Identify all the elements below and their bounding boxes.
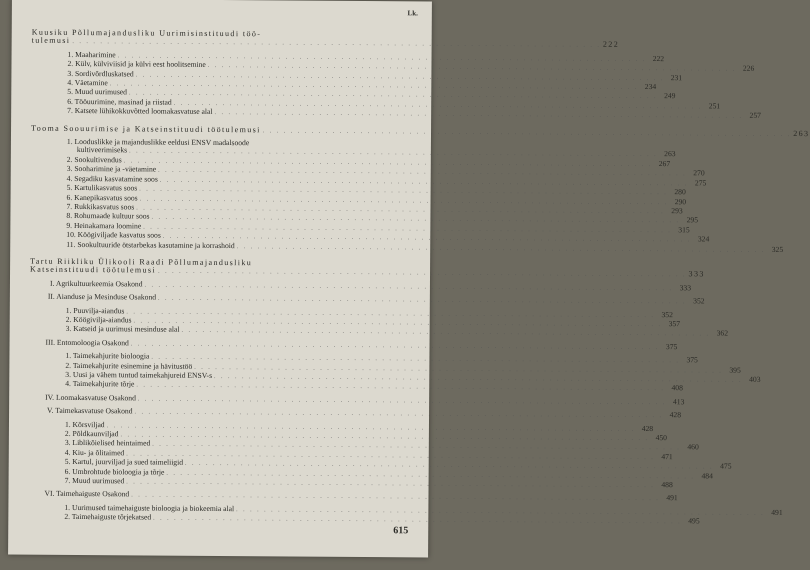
toc-department: III. Entomoloogia Osakond . . . 375	[30, 338, 410, 350]
toc-entry: 7. Rukkikasvatus soos . . . 293	[30, 203, 410, 215]
toc-entry: 5. Kartulikasvatus soos . . . 280	[31, 184, 411, 196]
toc-entry: 5. Kartul, juurviljad ja sued taimeliigid . . . 475	[29, 458, 409, 470]
toc-entry: 2. Köögivilja-aiandus . . . 357	[30, 316, 410, 328]
toc-section-tooma	[30, 123, 810, 254]
toc-entry: 1. Maaharimine . . . 222	[32, 50, 412, 62]
toc-entry: 3. Sooharimine ja -väetamine . . . 270	[31, 165, 411, 177]
toc-section-kuusiku	[31, 27, 761, 121]
toc-entry: 6. Umbrohtude bioloogia ja tõrje . . . 484	[29, 467, 409, 479]
toc-entry: 6. Tööuurimine, masinad ja riistad . . . 251	[31, 98, 411, 110]
toc-entry: 1. Puuvilja-aiandus . . . 352	[30, 306, 410, 318]
toc-entry: 1. Taimekahjurite bioloogia . . . 375	[29, 352, 409, 364]
toc-entry: 2. Põldkaunviljad . . . 450	[29, 430, 409, 442]
table-of-contents	[28, 27, 810, 526]
page-number: 615	[393, 525, 409, 537]
toc-heading-continued: tulemusi . . . 222	[32, 37, 412, 49]
toc-entry: 1. Kõrsviljad . . . 428	[29, 420, 409, 432]
toc-entry: 11. Sookultuuride ötstarbekas kasutamine ja korrashoid . . . 325	[30, 240, 410, 252]
toc-entry: 2. Sookultivendus . . . 267	[31, 156, 411, 168]
toc-department: I. Agrikultuurkeemia Osakond . . . 333	[30, 279, 410, 291]
toc-entry: 4. Taimekahjurite tõrje . . . 408	[29, 380, 409, 392]
toc-entry: 7. Muud uurimused . . . 488	[29, 477, 409, 489]
toc-department: V. Taimekasvatuse Osakond . . . 428	[29, 407, 409, 419]
toc-entry: 4. Väetamine . . . 234	[31, 79, 411, 91]
toc-entry: 3. Katseid ja uurimusi mesinduse alal . . . 362	[30, 325, 410, 337]
toc-department: II. Aianduse ja Mesinduse Osakond . . . 352	[30, 293, 410, 305]
toc-heading: Kuusiku Põllumajandusliku Uurimisinstituudi töö-	[31, 27, 262, 39]
toc-entry: 7. Katsete lühikokkuvõtted loomakasvatuse alal . . . 257	[31, 107, 411, 119]
toc-entry: 3. Liblikõielised heintaimed . . . 460	[29, 439, 409, 451]
toc-entry: 10. Köögiviljade kasvatus soos . . . 324	[30, 231, 410, 243]
toc-heading-continued: Katseinstituudi töötulemusi . . . 333	[30, 266, 410, 278]
toc-entry: 8. Rohumaade kultuur soos . . . 295	[30, 212, 410, 224]
toc-entry: 1. Uurimused taimehaiguste bioloogia ja biokeemia alal . . . 491	[28, 504, 408, 516]
toc-entry: 5. Muud uurimused . . . 249	[31, 88, 411, 100]
toc-entry: 2. Taimekahjurite esinemine ja hävitustöö . . . 395	[29, 361, 409, 373]
toc-entry: 4. Segadiku kasvatamine soos . . . 275	[31, 174, 411, 186]
toc-entry-continued: kultiveerimiseks . . . 263	[31, 146, 411, 158]
book-page	[8, 0, 810, 557]
toc-department: VI. Taimehaiguste Osakond . . . 491	[28, 490, 408, 502]
toc-entry: 2. Taimehaiguste tõrjekatsed . . . 495	[28, 513, 408, 525]
toc-entry: 1. Looduslikke ja majanduslikke eeldusi ENSV madalsoode	[66, 136, 250, 148]
toc-entry: 3. Sordivõrdluskatsed . . . 231	[31, 69, 411, 81]
toc-entry: 4. Kiu- ja õlitaimed . . . 471	[29, 449, 409, 461]
toc-entry: 6. Kanepikasvatus soos . . . 290	[31, 193, 411, 205]
toc-section-tartu	[30, 256, 705, 279]
page-column-label: Lk.	[407, 9, 418, 18]
toc-department: IV. Loomakasvatuse Osakond . . . 413	[29, 393, 409, 405]
toc-entry: 2. Külv, külviviisid ja külvi eest hoolitsemine . . . 226	[31, 60, 411, 72]
toc-heading: Tooma Soouurimise ja Katseinstituudi töötulemusi . . . 263	[31, 124, 411, 136]
toc-entry: 9. Heinakamara loomine . . . 315	[30, 221, 410, 233]
toc-entry: 3. Uusi ja vähem tuntud taimekahjureid ENSV-s . . . 403	[29, 371, 409, 383]
toc-heading: Tartu Riikliku Ülikooli Raadi Põllumajandusliku	[30, 256, 253, 268]
